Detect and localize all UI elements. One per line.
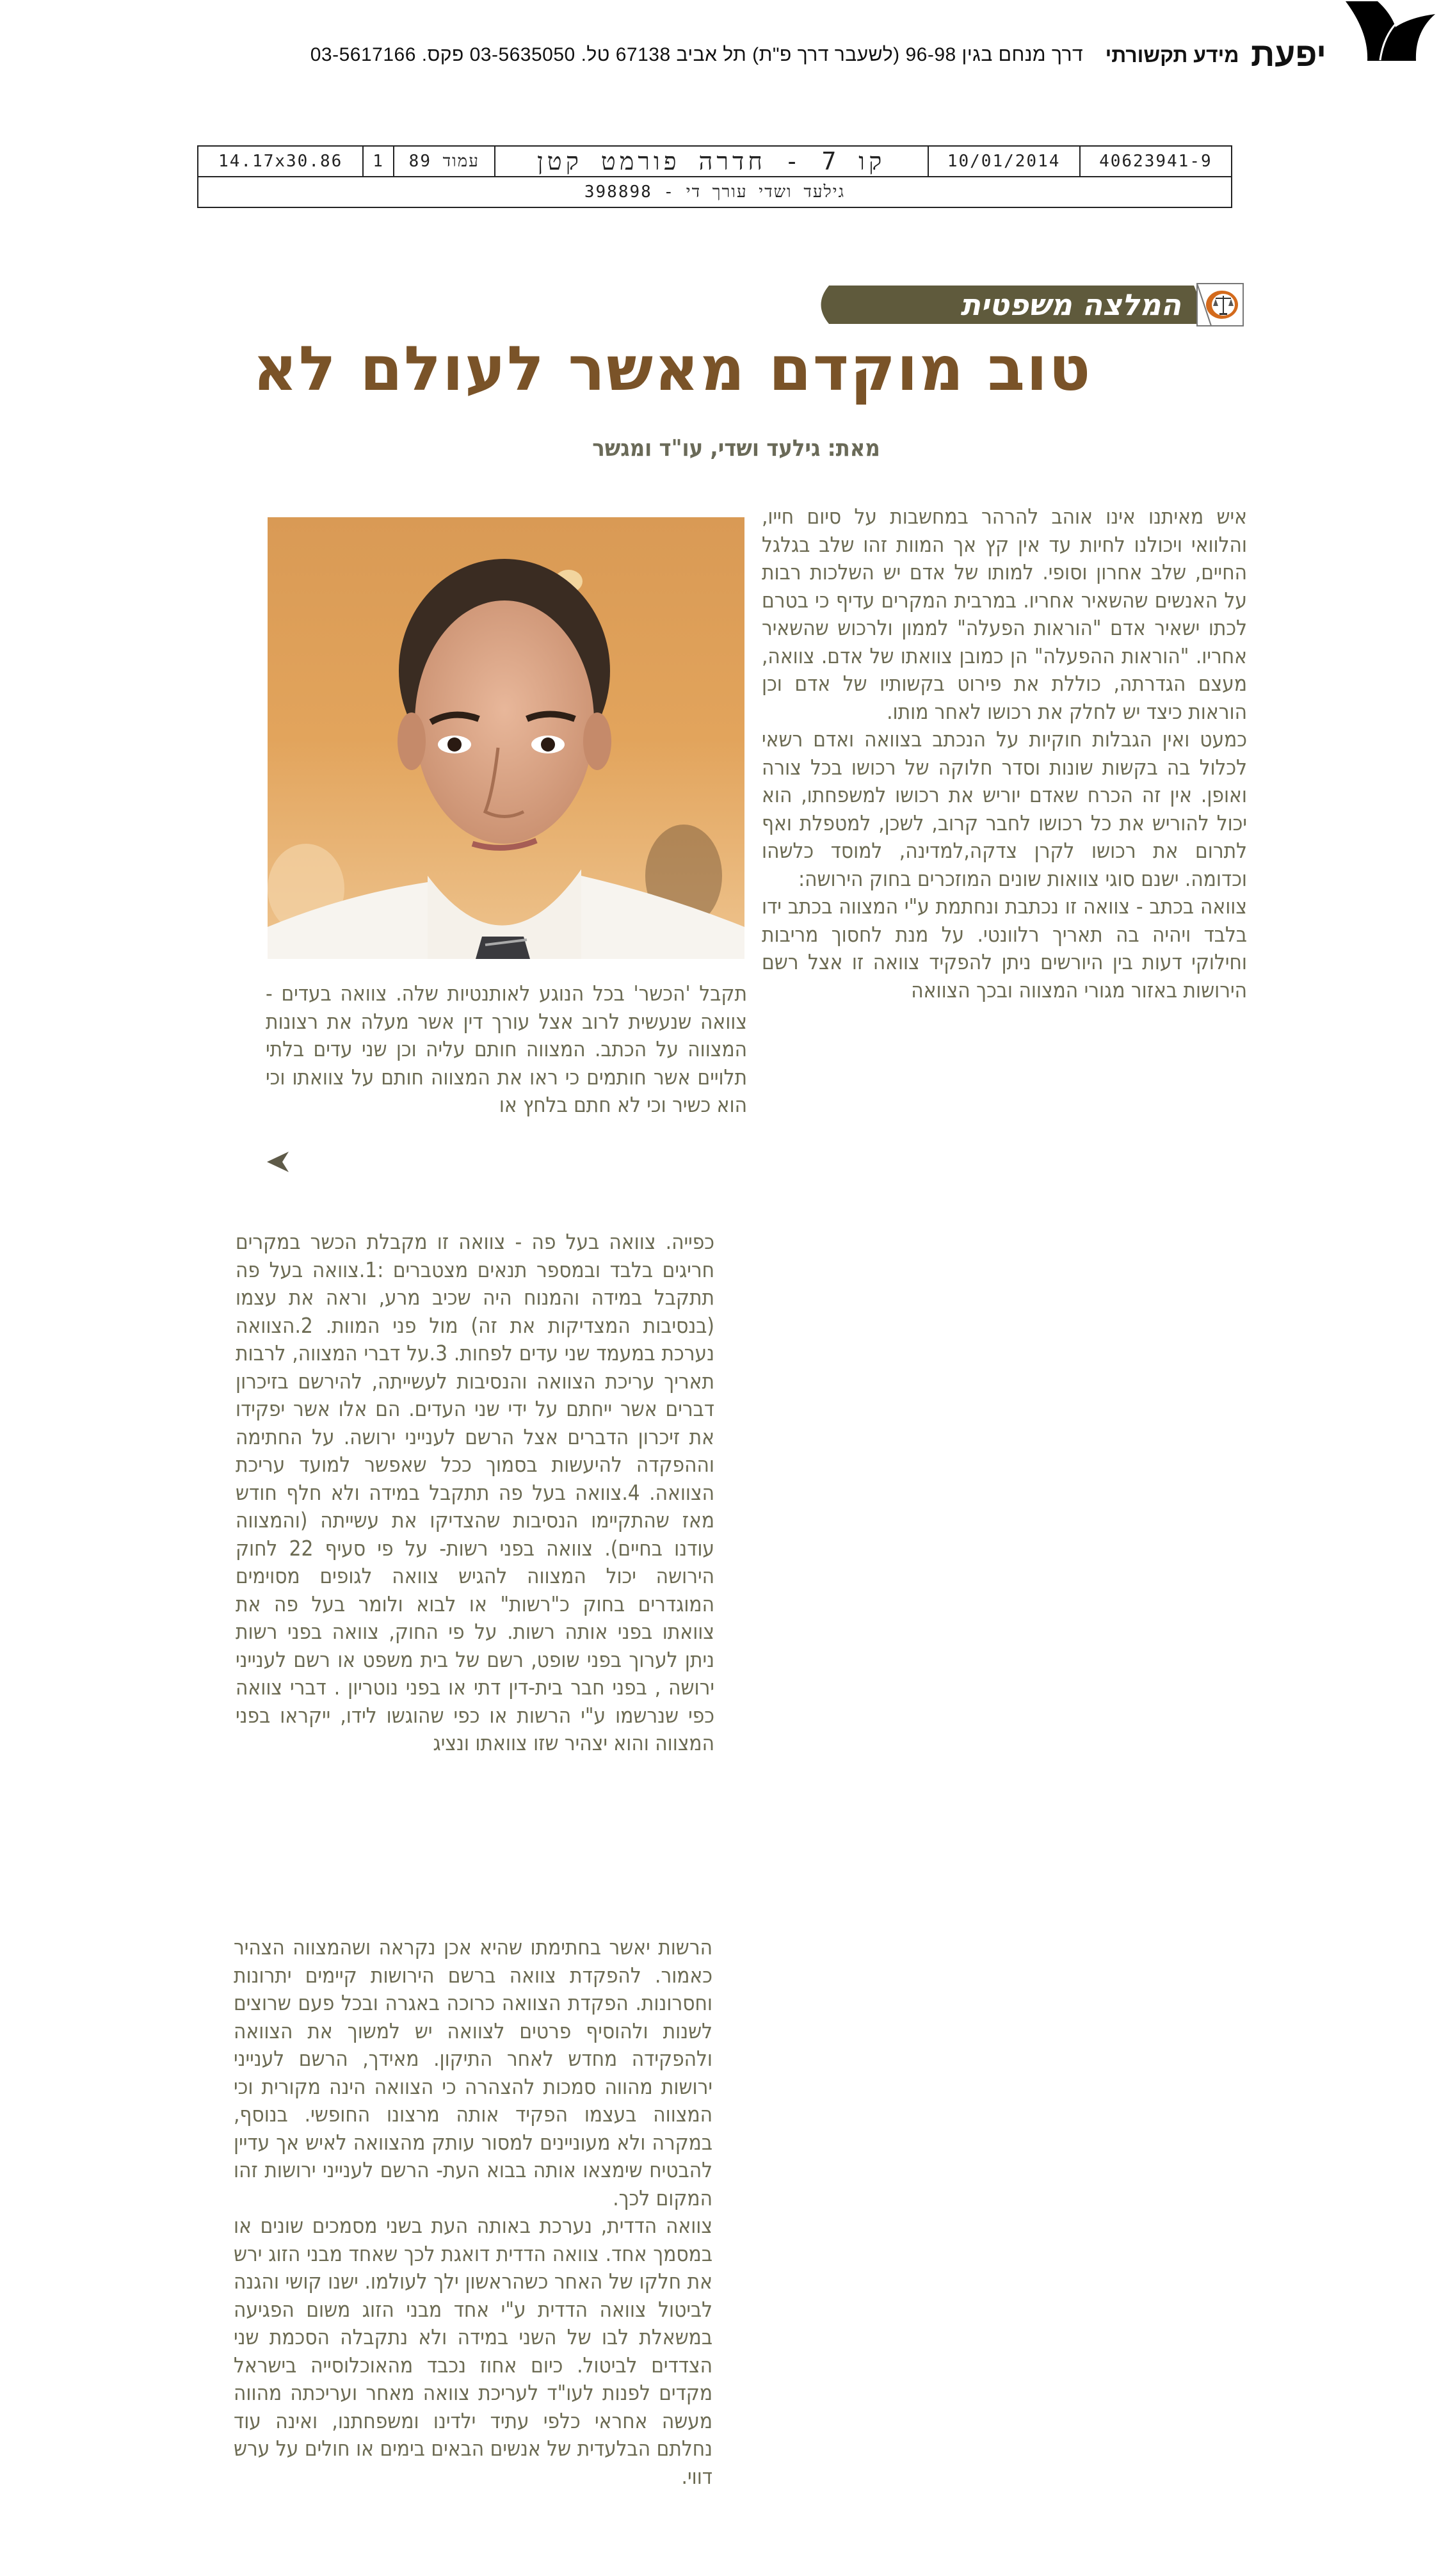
author-portrait-photo	[268, 517, 744, 959]
clipping-id: 40623941-9	[1080, 146, 1232, 177]
agency-header	[46, 36, 1326, 74]
agency-address: דרך מנחם בגין 96-98 (לשעבר דרך פ"ת) תל אביב 67138 טל. 03-5635050 פקס. 03-5617166	[310, 44, 1084, 65]
client-row	[198, 177, 1232, 207]
clipping-info-table	[197, 145, 1232, 208]
publication-name: קו 7 - חדרה פורמט קטן	[495, 146, 928, 177]
info-row	[198, 146, 1232, 177]
clipping-date: 10/01/2014	[928, 146, 1080, 177]
paragraph: כמעט ואין הגבלות חוקיות על הנכתב בצוואה ואדם רשאי לכלול בה בקשות שונות וסדר חלוקה של רכושו בכל צורה ואופן. אין זה הכרח שאדם יוריש את רכושו למשפחתו, הוא יכול להוריש את כל רכושו לחבר קרוב, לשכן, למטפלת ואף לתרום את רכושו לקרן צדקה,למדינה, למוסד כלשהו וכדומה. ישנם סוגי צוואות שונים המוזכרים בחוק הירושה:	[762, 727, 1247, 891]
scales-of-justice-icon	[1204, 288, 1240, 321]
ifat-logo-icon	[1339, 0, 1442, 64]
paragraph: צוואה הדדית, נערכת באותה העת בשני מסמכים שונים או במסמך אחד. צוואה הדדית דואגת לכך שאחד מבני הזוג ירש את חלקו של האחר כשהראשון ילך לעולמו. ישנו קושי והגנה לביטול צוואה הדדית ע"י אחד מבני הזוג משום הפגיעה במשאלת לבו של השני במידה ולא נתקבלה הסכמת שני הצדדים לביטול. כיום אחוז נכבד מהאוכלוסייה בישראל מקדים לפנות לעו"ד לעריכת צוואה מאחר ועריכתה מהווה מעשה אחראי כלפי עתיד ילדינו ומשפחתנו, ואינה עוד נחלתם הבלעדית של אנשים הבאים בימים או חולים על ערש דווי.	[234, 2213, 712, 2489]
article-column-continuation-1	[236, 1228, 714, 1757]
clipping-size: 14.17x30.86	[198, 146, 363, 177]
section-label: המלצה משפטית	[960, 287, 1181, 322]
item-count: 1	[363, 146, 393, 177]
article-title: טוב מוקדם מאשר לעולם לא	[252, 333, 1092, 405]
article-column-right	[762, 503, 1247, 1004]
paragraph: צוואה בכתב - צוואה זו נכתבת ונחתמת ע"י המצווה בכתב ידו בלבד ויהיה בה תאריך רלוונטי. על מנת לחסוך מריבות וחילוקי דעות בין היורשים ניתן להפקיד צוואה זו אצל רשם הירושות באזור מגורי המצווה ובכך הצוואה	[762, 894, 1247, 1002]
agency-brand: יפעת	[1250, 36, 1326, 74]
page-number: עמוד 89	[394, 146, 495, 177]
section-banner	[813, 282, 1245, 328]
paragraph: תקבל 'הכשר' בכל הנוגע לאותנטיות שלה. צוואה בעדים - צוואה שנעשית לרוב אצל עורך דין אשר מעלה את רצונות המצווה על הכתב. המצווה חותם עליה וכן שני עדים בלתי תלויים אשר חותמים כי ראו את המצווה חותם על צוואתו וכי הוא כשיר וכי לא חתם בלחץ או	[266, 981, 747, 1117]
article-byline: מאת: גילעד ושדי, עו"ד ומגשר	[592, 435, 880, 462]
continue-arrow-icon	[266, 1150, 291, 1173]
paragraph: איש מאיתנו אינו אוהב להרהר במחשבות על סיום חייו, והלוואי ויכולנו לחיות עד אין קץ אך המוות זהו שלב בגלגל החיים, שלב אחרון וסופי. למותו של אדם יש השלכות רבות על האנשים שהשאיר אחריו. במרבית המקרים עדיף כי בטרם לכתו ישאיר אדם "הוראות הפעלה" לממון ולרכוש שהשאיר אחריו. "הוראות ההפעלה" הן כמובן צוואתו של אדם. צוואה, מעצם הגדרתה, כוללת את פירוט בקשותיו של אדם וכן הוראות כיצד יש לחלק את רכושו לאחר מותו.	[762, 504, 1247, 724]
article-column-left-top	[266, 979, 747, 1119]
client-name: גילעד ושדי עורך די - 398898	[198, 177, 1232, 207]
agency-subtitle: מידע תקשורתי	[1105, 43, 1239, 67]
paragraph: הרשות יאשר בחתימתו שהיא אכן נקראה ושהמצווה הצהיר כאמור. להפקדת צוואה ברשם הירושות קיימים יתרונות וחסרונות. הפקדת הצוואה כרוכה באגרה ובכל פעם שרוצים לשנות ולהוסיף פרטים לצוואה יש למשוך את הצוואה ולהפקידה מחדש לאחר התיקון. מאידך, הרשם לענייני ירושות מהווה סמכות להצהרה כי הצוואה הינה מקורית וכי המצווה בעצמו הפקיד אותה מרצונו החופשי. בנוסף, במקרה ולא מעוניינים למסור עותק מהצוואה לאיש אך עדיין להבטיח שימצאו אותה בבוא העת- הרשם לענייני ירושות זהו המקום לכך.	[234, 1935, 712, 2210]
article-column-continuation-2	[234, 1933, 712, 2490]
paragraph: כפייה. צוואה בעל פה - צוואה זו מקבלת הכשר במקרים חריגים בלבד ובמספר תנאים מצטברים :1.צוואה בעל פה תתקבל במידה והמנוח היה שכיב מרע, וראה את עצמו (בנסיבות המצדיקות את זה) מול פני המוות. 2.הצוואה נערכת במעמד שני עדים לפחות. 3.על דברי המצווה, לרבות תאריך עריכת הצוואה והנסיבות לעשייתה, להירשם בזיכרון דברים אשר ייחתם על ידי שני העדים. הם אלו אשר יפקידו את זיכרון הדברים אצל הרשם לענייני ירושה. על החתימה וההפקדה להיעשות בסמוך ככל שאפשר למועד עריכת הצוואה. 4.צוואה בעל פה תתקבל במידה ולא חלף חודש מאז שהתקיימו הנסיבות שהצדיקו את עשייתה (והמצווה עודנו בחיים). צוואה בפני רשות- על פי סעיף 22 לחוק הירושה יכול המצווה להגיש צוואה לגופים מסוימים המוגדרים בחוק כ"רשות" או לבוא ולומר בעל פה את צוואתו בפני אותה רשות. על פי החוק, צוואה בפני רשות ניתן לערוך בפני שופט, רשם של בית משפט או רשם לענייני ירושה , בפני חבר בית-דין דתי או בפני נוטריון . דברי צוואה כפי שנרשמו ע"י הרשות או כפי שהוגשו לידו, ייקראו בפני המצווה והוא יצהיר שזו צוואתו ונציג	[236, 1229, 715, 1755]
